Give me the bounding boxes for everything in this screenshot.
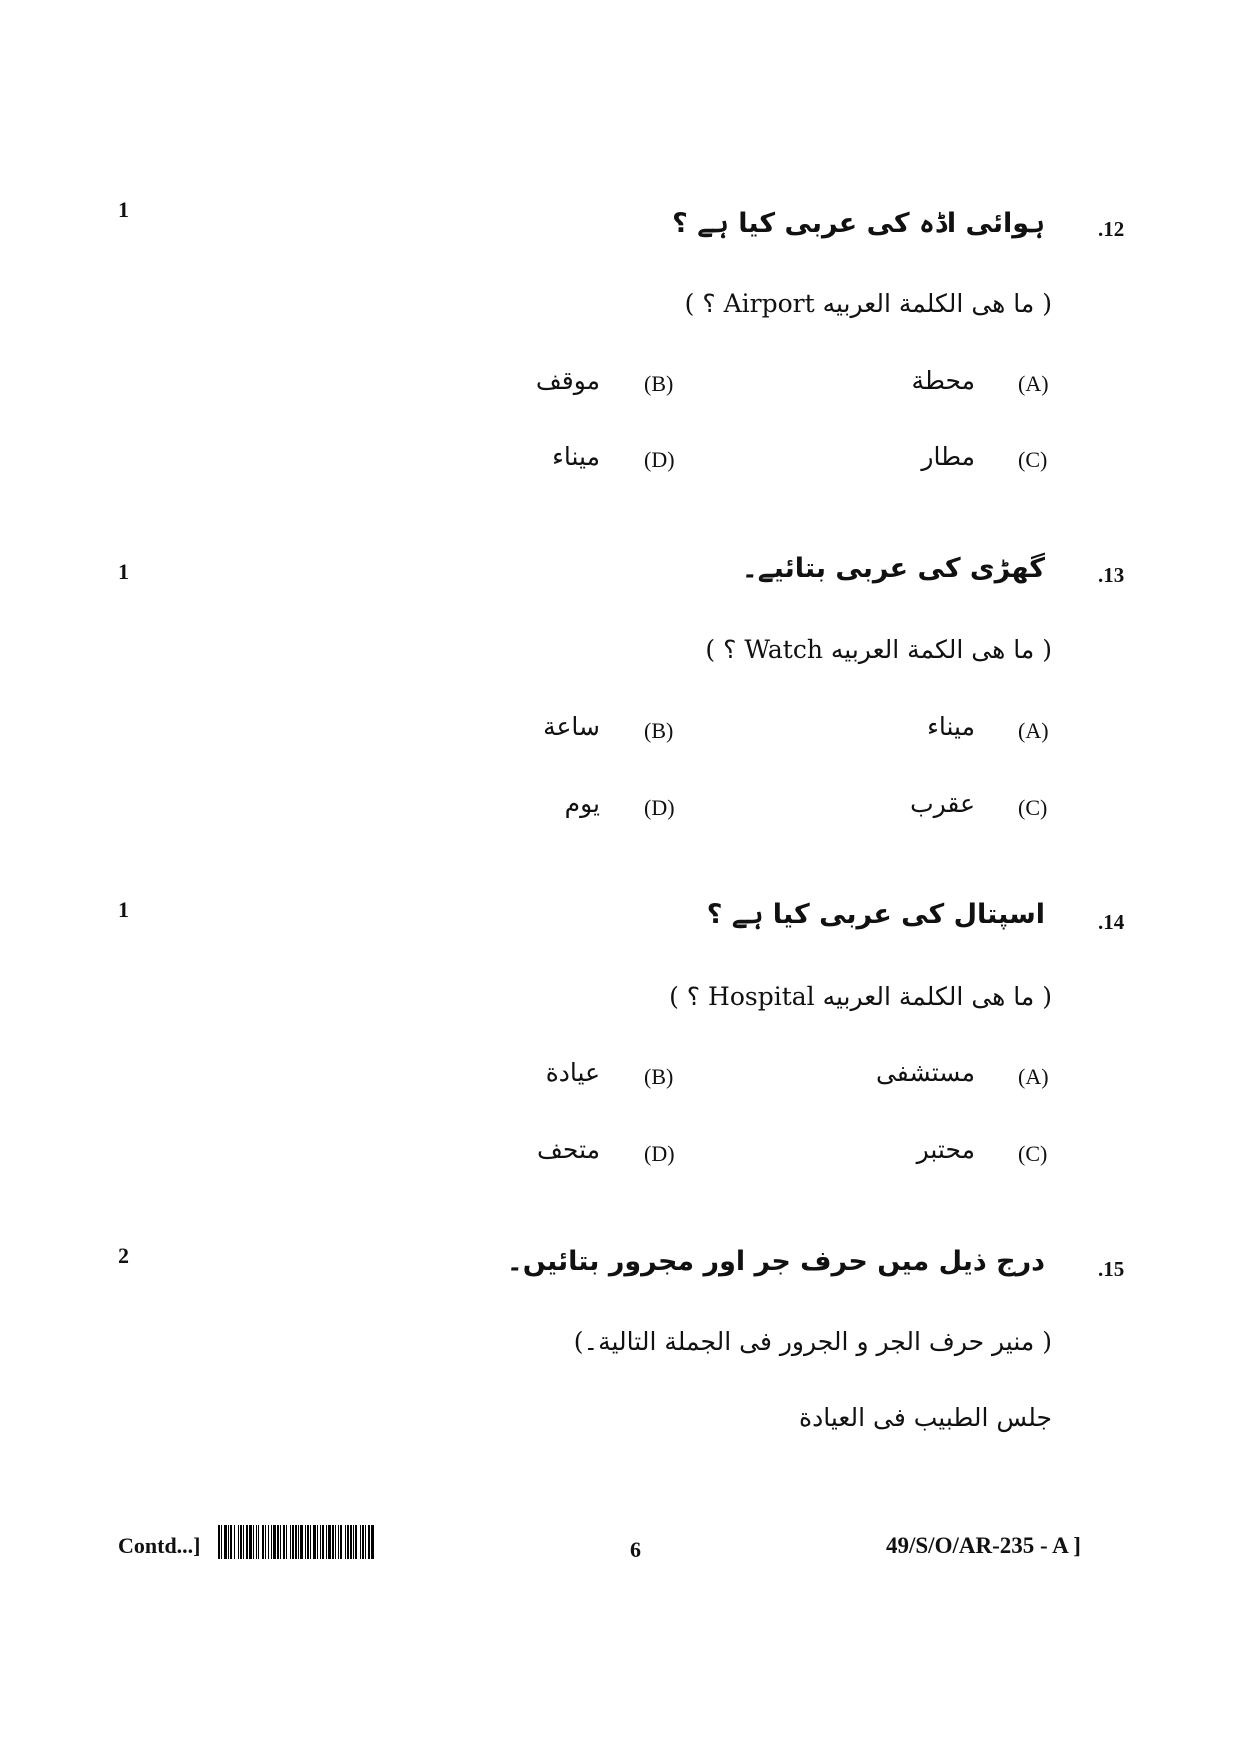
page-number: 6: [630, 1537, 641, 1562]
q14-option-a-text: مستشفی: [875, 1058, 975, 1087]
q12-option-d-text: میناء: [552, 442, 600, 471]
q14-option-b-text: عیادة: [545, 1058, 600, 1087]
q13-option-b-text: ساعة: [543, 712, 600, 741]
q15-number: .15: [1098, 1257, 1125, 1281]
q14-option-b-label: (B): [644, 1064, 674, 1089]
q14-option-c-text: محتبر: [916, 1135, 975, 1164]
q13-option-d-text: یوم: [564, 789, 600, 818]
q13-option-d-label: (D): [644, 795, 675, 820]
paper-code: 49/S/O/AR-235 - A ]: [886, 1533, 1081, 1558]
q14-arabic-question: ( ما ھی الکلمة العربیه Hospital ؟ ): [669, 982, 1052, 1011]
q15-arabic-question: ( منیر حرف الجر و الجرور فی الجملة التالیة۔): [573, 1327, 1052, 1356]
q12-option-b-text: موقف: [535, 366, 600, 395]
contd-label: Contd...]: [118, 1533, 201, 1558]
q14-option-d-label: (D): [644, 1141, 675, 1166]
q13-option-c-text: عقرب: [910, 789, 975, 818]
q15-urdu-question: درج ذیل میں حرف جر اور مجرور بتائیں۔: [506, 1246, 1045, 1277]
q15-marks: 2: [118, 1243, 129, 1268]
q14-option-a-label: (A): [1018, 1064, 1049, 1089]
q14-number: .14: [1098, 910, 1125, 934]
q14-marks: 1: [118, 897, 129, 922]
q14-option-d-text: متحف: [537, 1135, 600, 1164]
q13-urdu-question: گھڑی کی عربی بتائیے۔: [741, 553, 1045, 584]
q13-option-b-label: (B): [644, 718, 674, 743]
q13-option-c-label: (C): [1018, 795, 1048, 820]
q13-option-a-text: میناء: [927, 712, 975, 741]
q12-option-c-text: مطار: [921, 442, 975, 471]
q15-sentence: جلس الطبیب فی العیادة: [799, 1403, 1052, 1432]
q14-urdu-question: اسپتال کی عربی کیا ہے ؟: [706, 899, 1045, 930]
barcode: [218, 1525, 562, 1559]
q12-marks: 1: [118, 197, 129, 222]
q14-option-c-label: (C): [1018, 1141, 1048, 1166]
q12-option-c-label: (C): [1018, 447, 1048, 472]
q13-marks: 1: [118, 559, 129, 584]
q13-option-a-label: (A): [1018, 718, 1049, 743]
barcode-stripe: [374, 1525, 375, 1559]
q12-option-a-label: (A): [1018, 371, 1049, 396]
q12-number: .12: [1098, 217, 1125, 241]
q12-option-b-label: (B): [644, 371, 674, 396]
q13-arabic-question: ( ما ھی الکمة العربیه Watch ؟ ): [705, 635, 1052, 664]
q12-urdu-question: ہوائی اڈہ کی عربی کیا ہے ؟: [672, 208, 1045, 239]
q12-option-d-label: (D): [644, 447, 675, 472]
q12-option-a-text: محطة: [911, 366, 975, 395]
q13-number: .13: [1098, 563, 1125, 587]
q12-arabic-question: ( ما ھی الکلمة العربیه Airport ؟ ): [684, 289, 1052, 318]
